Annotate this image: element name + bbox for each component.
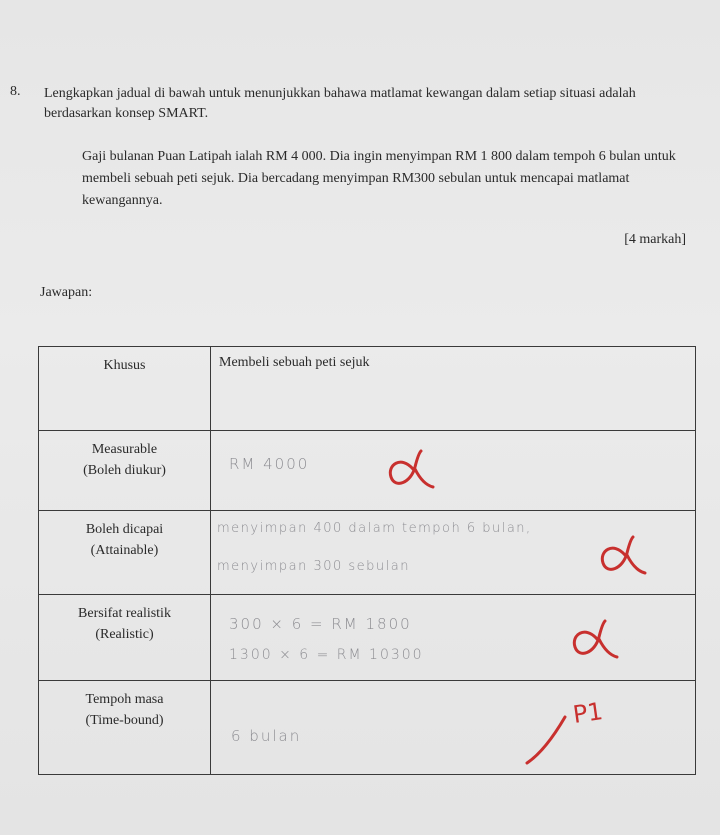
criterion-cell (39, 347, 211, 431)
criterion-sublabel: (Realistic) (95, 627, 154, 642)
handwritten-answer: menyimpan 300 sebulan (217, 559, 410, 574)
table-row (39, 511, 696, 595)
criterion-sublabel: (Boleh diukur) (83, 463, 166, 478)
criterion-label: Khusus (103, 358, 146, 373)
question-number: 8. (10, 84, 21, 99)
criterion-cell (39, 595, 211, 681)
question-text: Lengkapkan jadual di bawah untuk menunjukkan bahawa matlamat kewangan dalam setiap situasi adalah berdasarkan konsep SMART. (44, 86, 636, 121)
handwritten-answer: menyimpan 400 dalam tempoh 6 bulan, (217, 521, 532, 536)
handwritten-answer: RM 4000 (229, 455, 310, 473)
answer-cell (211, 431, 696, 511)
answer-cell (211, 347, 696, 431)
table-row (39, 681, 696, 775)
table-row (39, 595, 696, 681)
table-row (39, 347, 696, 431)
table-row (39, 431, 696, 511)
handwritten-answer: 300 × 6 = RM 1800 (229, 615, 412, 633)
answer-cell (211, 681, 696, 775)
answer-cell (211, 595, 696, 681)
tick-mark-icon (595, 533, 651, 577)
marks-label: [4 markah] (624, 232, 686, 247)
smart-table (38, 346, 696, 775)
criterion-cell (39, 511, 211, 595)
handwritten-answer: 1300 × 6 = RM 10300 (229, 647, 424, 663)
answer-label: Jawapan: (40, 285, 93, 300)
criterion-cell (39, 681, 211, 775)
criterion-label: Measurable (91, 442, 158, 457)
scenario-text: Gaji bulanan Puan Latipah ialah RM 4 000. Dia ingin menyimpan RM 1 800 dalam tempoh 6 bulan untuk membeli sebuah peti sejuk. Dia bercadang menyimpan RM300 sebulan untuk mencapai matlamat kewangannya. (82, 149, 676, 208)
criterion-cell (39, 431, 211, 511)
tick-mark-icon (383, 447, 439, 491)
tick-stroke-icon (521, 711, 581, 767)
criterion-label: Bersifat realistik (78, 606, 171, 621)
answer-cell (211, 511, 696, 595)
printed-answer: Membeli sebuah peti sejuk (219, 355, 370, 370)
criterion-label: Tempoh masa (85, 692, 164, 707)
tick-mark-icon (567, 617, 623, 661)
handwritten-answer: 6 bulan (231, 727, 302, 745)
criterion-sublabel: (Time-bound) (85, 713, 164, 728)
criterion-sublabel: (Attainable) (90, 543, 159, 558)
p1-mark: P1 (571, 697, 605, 729)
criterion-label: Boleh dicapai (85, 522, 164, 537)
